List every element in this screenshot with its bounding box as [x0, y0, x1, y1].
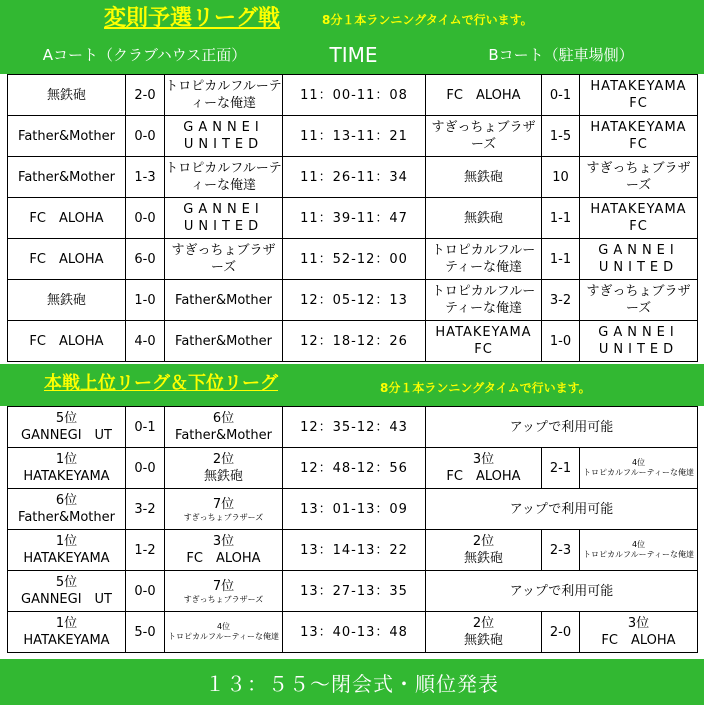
court-a-score: 0-0 — [126, 116, 165, 157]
court-a-team1: FC ALOHA — [8, 321, 126, 362]
court-b-team1 — [426, 612, 542, 653]
court-a-team1 — [8, 530, 126, 571]
court-b-team1-team: 無鉄砲 — [463, 633, 503, 648]
court-a-team2-team: 無鉄砲 — [203, 469, 243, 484]
court-b-team1: トロピカルフルーティーな俺達 — [426, 239, 542, 280]
warmup-available-cell: アップで利用可能 — [426, 489, 698, 530]
court-a-team1 — [8, 612, 126, 653]
court-a-team2: トロピカルフルーティーな俺達 — [165, 75, 283, 116]
court-a-team2 — [165, 407, 283, 448]
court-b-team2: すぎっちょブラザーズ — [580, 280, 698, 321]
court-a-team2-rank: 6位 — [212, 411, 235, 426]
court-b-team1-rank: 2位 — [472, 616, 495, 631]
court-b-team2: HATAKEYAMA FC — [580, 75, 698, 116]
court-b-team2-team: トロピカルフルーティーな俺達 — [582, 468, 695, 477]
final-row — [8, 612, 698, 653]
court-b-team1: すぎっちょブラザーズ — [426, 116, 542, 157]
final-row — [8, 489, 698, 530]
court-a-team1-rank: 1位 — [55, 616, 78, 631]
court-a-score: 6-0 — [126, 239, 165, 280]
court-b-team1: FC ALOHA — [426, 75, 542, 116]
court-b-score: 1-0 — [542, 321, 580, 362]
prelim-row — [8, 157, 698, 198]
court-a-team2 — [165, 571, 283, 612]
court-b-team2: GANNEI UNITED — [580, 239, 698, 280]
court-a-team1-rank: 5位 — [55, 575, 78, 590]
court-a-team2: トロピカルフルーティーな俺達 — [165, 157, 283, 198]
prelim-row — [8, 239, 698, 280]
match-time: 11：26-11：34 — [283, 157, 426, 198]
court-a-team2: Father&Mother — [165, 280, 283, 321]
court-b-team2-rank: 4位 — [631, 540, 646, 549]
court-b-team2: GANNEI UNITED — [580, 321, 698, 362]
final-row — [8, 407, 698, 448]
court-a-header: Aコート（クラブハウス正面） — [42, 46, 247, 64]
section1-note: 8分１本ランニングタイムで行います。 — [322, 13, 533, 27]
court-b-score: 3-2 — [542, 280, 580, 321]
court-a-score: 1-2 — [126, 530, 165, 571]
court-b-team2-rank: 3位 — [627, 616, 650, 631]
court-a-team2-team: すぎっちょブラザーズ — [183, 594, 264, 604]
section2-note: 8分１本ランニングタイムで行います。 — [380, 381, 591, 395]
court-a-team1 — [8, 448, 126, 489]
court-a-team1: FC ALOHA — [8, 239, 126, 280]
match-time: 13：01-13：09 — [283, 489, 426, 530]
court-a-team1-rank: 1位 — [55, 452, 78, 467]
court-a-team1-team: Father&Mother — [18, 510, 115, 525]
court-a-team2-team: すぎっちょブラザーズ — [183, 512, 264, 522]
court-b-team1 — [426, 530, 542, 571]
court-b-team1-team: FC ALOHA — [446, 469, 521, 484]
court-a-team2-team: Father&Mother — [175, 428, 272, 443]
court-b-score: 2-0 — [542, 612, 580, 653]
final-league-table — [7, 406, 698, 653]
court-b-score: 1-1 — [542, 239, 580, 280]
court-b-team2-team: トロピカルフルーティーな俺達 — [582, 550, 695, 559]
court-a-score: 0-0 — [126, 198, 165, 239]
court-b-team2-rank: 4位 — [631, 458, 646, 467]
court-a-team1-team: GANNEGI UT — [21, 428, 112, 443]
prelim-row — [8, 321, 698, 362]
court-a-team2 — [165, 612, 283, 653]
match-time: 12：48-12：56 — [283, 448, 426, 489]
court-a-team2-team: トロピカルフルーティーな俺達 — [167, 632, 280, 641]
court-b-team2-team: FC ALOHA — [601, 633, 676, 648]
court-a-team1-team: GANNEGI UT — [21, 592, 112, 607]
final-row — [8, 571, 698, 612]
court-a-team1-rank: 1位 — [55, 534, 78, 549]
court-a-team2 — [165, 530, 283, 571]
court-b-team1: 無鉄砲 — [426, 157, 542, 198]
court-a-team1: Father&Mother — [8, 116, 126, 157]
court-a-team2-rank: 4位 — [216, 622, 231, 631]
warmup-available-cell: アップで利用可能 — [426, 407, 698, 448]
court-a-team2-rank: 2位 — [212, 452, 235, 467]
court-b-header: Bコート（駐車場側） — [488, 46, 634, 64]
prelim-row — [8, 75, 698, 116]
court-a-team2: GANNEI UNITED — [165, 198, 283, 239]
court-a-team1: FC ALOHA — [8, 198, 126, 239]
court-a-score: 1-0 — [126, 280, 165, 321]
match-time: 11：13-11：21 — [283, 116, 426, 157]
court-a-team1-team: HATAKEYAMA — [23, 551, 110, 566]
court-a-score: 0-1 — [126, 407, 165, 448]
court-b-team2 — [580, 530, 698, 571]
prelim-row — [8, 198, 698, 239]
match-time: 12：05-12：13 — [283, 280, 426, 321]
match-time: 13：40-13：48 — [283, 612, 426, 653]
court-b-team2: HATAKEYAMA FC — [580, 116, 698, 157]
match-time: 12：35-12：43 — [283, 407, 426, 448]
section2-title: 本戦上位リーグ＆下位リーグ — [44, 373, 278, 394]
court-b-team1-rank: 2位 — [472, 534, 495, 549]
court-a-score: 0-0 — [126, 571, 165, 612]
court-b-team1 — [426, 448, 542, 489]
closing-ceremony-text: １３：５５〜閉会式・順位発表 — [205, 671, 499, 696]
court-a-team2: Father&Mother — [165, 321, 283, 362]
court-a-team1 — [8, 571, 126, 612]
court-a-team1: 無鉄砲 — [8, 75, 126, 116]
match-time: 13：27-13：35 — [283, 571, 426, 612]
court-a-team2-rank: 7位 — [212, 578, 235, 594]
court-a-score: 1-3 — [126, 157, 165, 198]
court-a-team2: GANNEI UNITED — [165, 116, 283, 157]
preliminary-table — [7, 74, 698, 362]
court-a-team2 — [165, 489, 283, 530]
court-b-score: 2-3 — [542, 530, 580, 571]
time-header: TIME — [329, 42, 378, 67]
court-b-team2: HATAKEYAMA FC — [580, 198, 698, 239]
match-time: 13：14-13：22 — [283, 530, 426, 571]
court-b-team2: すぎっちょブラザーズ — [580, 157, 698, 198]
court-a-team2-rank: 7位 — [212, 496, 235, 512]
court-a-team1-rank: 5位 — [55, 411, 78, 426]
final-row — [8, 448, 698, 489]
court-a-team1-team: HATAKEYAMA — [23, 633, 110, 648]
court-a-team1-team: HATAKEYAMA — [23, 469, 110, 484]
court-b-team2 — [580, 448, 698, 489]
court-a-score: 3-2 — [126, 489, 165, 530]
court-a-team2-rank: 3位 — [212, 534, 235, 549]
court-b-team1: HATAKEYAMA FC — [426, 321, 542, 362]
warmup-available-cell: アップで利用可能 — [426, 571, 698, 612]
court-a-score: 5-0 — [126, 612, 165, 653]
match-time: 11：52-12：00 — [283, 239, 426, 280]
court-a-team2 — [165, 448, 283, 489]
court-a-score: 2-0 — [126, 75, 165, 116]
court-b-score: 1-1 — [542, 198, 580, 239]
match-time: 12：18-12：26 — [283, 321, 426, 362]
court-a-team2-team: FC ALOHA — [186, 551, 261, 566]
court-a-team2: すぎっちょブラザーズ — [165, 239, 283, 280]
court-b-score: 10 — [542, 157, 580, 198]
court-b-team2 — [580, 612, 698, 653]
final-row — [8, 530, 698, 571]
court-a-score: 0-0 — [126, 448, 165, 489]
court-a-team1: Father&Mother — [8, 157, 126, 198]
court-b-team1: 無鉄砲 — [426, 198, 542, 239]
court-b-score: 2-1 — [542, 448, 580, 489]
court-a-team1: 無鉄砲 — [8, 280, 126, 321]
court-a-score: 4-0 — [126, 321, 165, 362]
match-time: 11：39-11：47 — [283, 198, 426, 239]
court-a-team1-rank: 6位 — [55, 493, 78, 508]
match-time: 11：00-11：08 — [283, 75, 426, 116]
court-b-score: 1-5 — [542, 116, 580, 157]
section1-title: 変則予選リーグ戦 — [104, 6, 281, 31]
prelim-row — [8, 280, 698, 321]
prelim-row — [8, 116, 698, 157]
court-b-team1: トロピカルフルーティーな俺達 — [426, 280, 542, 321]
court-b-score: 0-1 — [542, 75, 580, 116]
court-a-team1 — [8, 489, 126, 530]
court-b-team1-rank: 3位 — [472, 452, 495, 467]
court-a-team1 — [8, 407, 126, 448]
court-b-team1-team: 無鉄砲 — [463, 551, 503, 566]
